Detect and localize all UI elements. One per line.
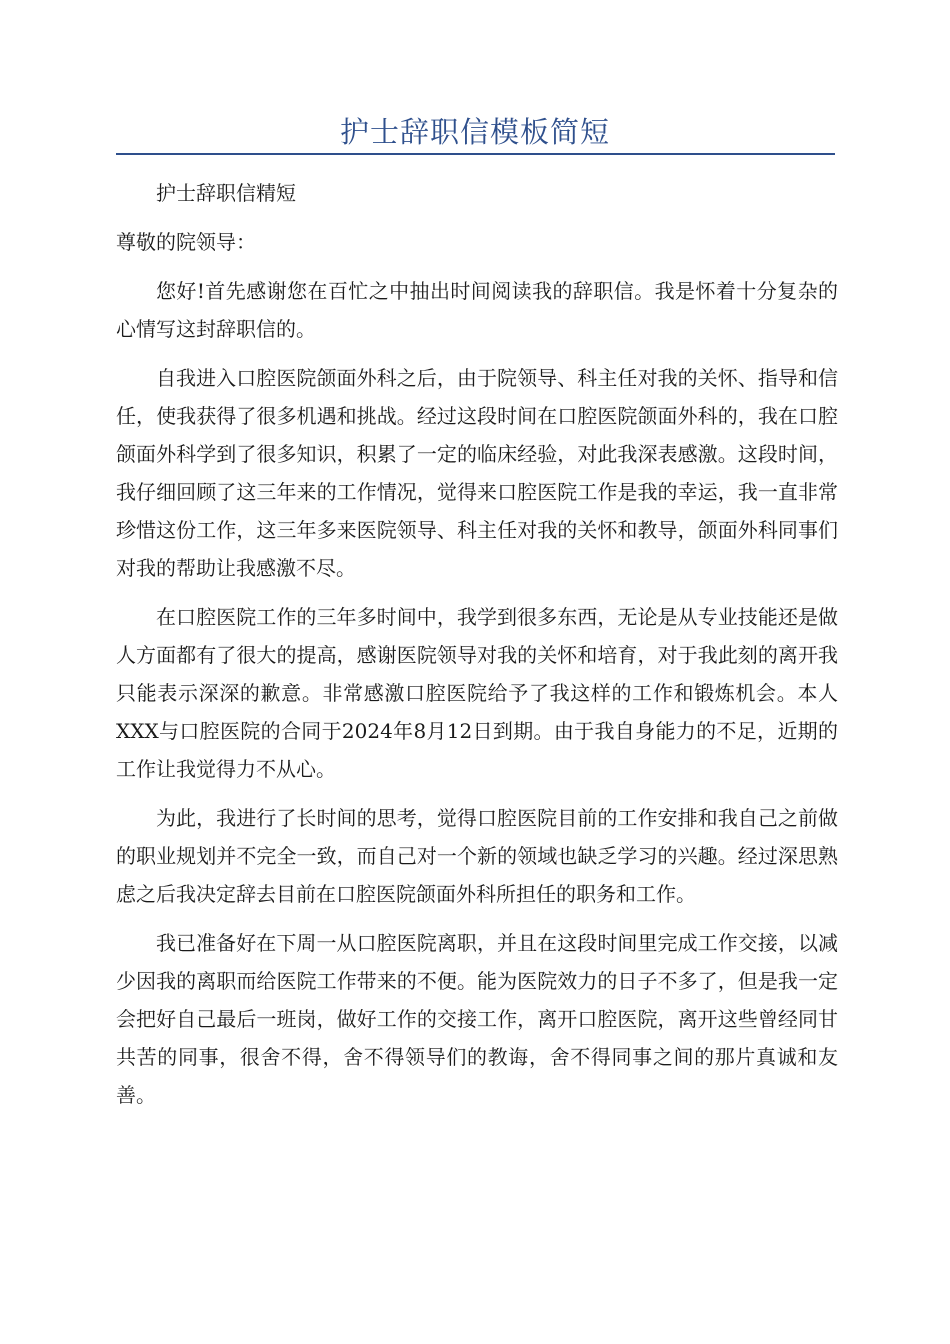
document-title: 护士辞职信模板简短 (339, 115, 610, 149)
paragraph-3: 在口腔医院工作的三年多时间中，我学到很多东西，无论是从专业技能还是做人方面都有了很大的提高，感谢医院领导对我的关怀和培育，对于我此刻的离开我只能表示深深的歉意。非常感激口腔医院给予了我这样的工作和锻炼机会。本人XXX与口腔医院的合同于2024年8月12日到期。由于我自身能力的不足，近期的工作让我觉得力不从心。 (116, 605, 838, 781)
document-body (116, 174, 838, 1125)
paragraph-4: 为此，我进行了长时间的思考，觉得口腔医院目前的工作安排和我自己之前做的职业规划并不完全一致，而自己对一个新的领域也缺乏学习的兴趣。经过深思熟虑之后我决定辞去目前在口腔医院颌面外科所担任的职务和工作。 (116, 806, 838, 906)
salutation: 尊敬的院领导： (116, 230, 256, 254)
paragraph-2: 自我进入口腔医院颌面外科之后，由于院领导、科主任对我的关怀、指导和信任，使我获得了很多机遇和挑战。经过这段时间在口腔医院颌面外科的，我在口腔颌面外科学到了很多知识，积累了一定的临床经验，对此我深表感激。这段时间，我仔细回顾了这三年来的工作情况，觉得来口腔医院工作是我的幸运，我一直非常珍惜这份工作，这三年多来医院领导、科主任对我的关怀和教导，颌面外科同事们对我的帮助让我感激不尽。 (116, 366, 838, 580)
paragraph-1: 您好!首先感谢您在百忙之中抽出时间阅读我的辞职信。我是怀着十分复杂的心情写这封辞职信的。 (116, 279, 838, 341)
title-underline (116, 153, 835, 155)
document-subtitle: 护士辞职信精短 (156, 181, 296, 205)
paragraph-5: 我已准备好在下周一从口腔医院离职，并且在这段时间里完成工作交接，以减少因我的离职而给医院工作带来的不便。能为医院效力的日子不多了，但是我一定会把好自己最后一班岗，做好工作的交接工作，离开口腔医院，离开这些曾经同甘共苦的同事，很舍不得，舍不得领导们的教诲，舍不得同事之间的那片真诚和友善。 (116, 931, 838, 1107)
